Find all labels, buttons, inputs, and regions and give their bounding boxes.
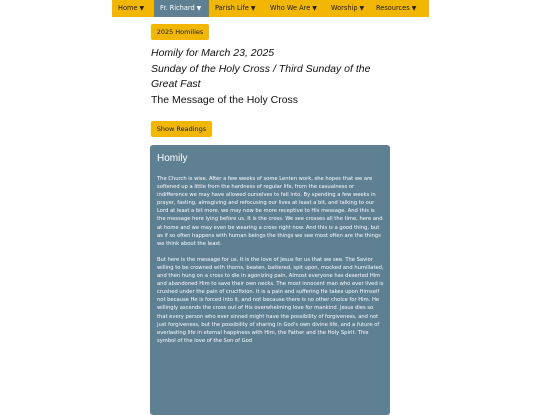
nav-item-label: Who We Are [270, 4, 311, 12]
homily-paragraph: The Church is wise. After a few weeks of some Lenten work, she hopes that we are softened up a little from the hardness of regular life, from the casualness or indifference we may have allowed ourselves to fall into. By spending a few weeks in prayer, fasting, almsgiving and refocusing our lives at least a bit, and talking to our Lord at least a bit more, we may now be more receptive to His message. And this is the message here lying before us. It is the cross. We see crosses all the time, here and at home and we may even be wearing a cross right now. And this is a good thing, but as if so often happens with human beings the things we see most often are the things we think about the least. [157, 176, 383, 247]
nav-item-parish-life[interactable] [209, 0, 264, 17]
homily-occasion: Sunday of the Holy Cross / Third Sunday of the Great Fast [151, 62, 371, 90]
chevron-down-icon: ▼ [139, 5, 145, 12]
chevron-down-icon: ▼ [359, 5, 365, 12]
homily-card [150, 145, 390, 415]
show-readings-button[interactable]: Show Readings [151, 121, 212, 137]
chevron-down-icon: ▼ [196, 5, 202, 12]
nav-item-label: Parish Life [215, 4, 249, 12]
homily-card-title: Homily [157, 153, 188, 164]
chevron-down-icon: ▼ [312, 5, 317, 12]
nav-item-who-we-are[interactable] [264, 0, 325, 17]
nav-item-label: Fr. Richard [160, 4, 195, 12]
homilies-2025-button[interactable]: 2025 Homilies [151, 24, 209, 40]
homily-date: Homily for March 23, 2025 [151, 47, 275, 59]
nav-item-label: Resources [376, 4, 410, 12]
homily-paragraph: But here is the message for us. It is the love of Jesus for us that we see. The Savior willing to be crowned with thorns, beaten, battered, spit upon, mocked and humiliated, and then hung on a cross to die in agonizing pain. Almost everyone has deserted Him and abandoned Him to save their own necks. The most innocent man who ever lived is crushed under the pain of crucifixion. It is a pain and suffering He takes upon Himself not because He is forced into it, and not because there is no other choice for Him. He willingly ascends the cross out of His overwhelming love for mankind. Jesus dies so that every person who ever sinned might have the possibility of forgiveness, and not just forgiveness, but the possibility of sharing in God's own divine life, and a future of everlasting life in eternal happiness with Him, the Father and the Holy Spirit. This symbol of the love of the Son of God [157, 256, 384, 344]
nav-item-worship[interactable] [325, 0, 370, 17]
nav-item-resources[interactable] [370, 0, 429, 17]
chevron-down-icon: ▼ [411, 5, 417, 12]
top-navigation [112, 0, 429, 17]
nav-item-fr-richard[interactable] [154, 0, 209, 17]
nav-item-label: Worship [331, 4, 358, 12]
nav-item-label: Home [118, 4, 138, 12]
chevron-down-icon: ▼ [250, 5, 256, 12]
homily-subject: The Message of the Holy Cross [151, 93, 299, 106]
homily-heading [151, 46, 391, 108]
nav-item-home[interactable] [112, 0, 154, 17]
